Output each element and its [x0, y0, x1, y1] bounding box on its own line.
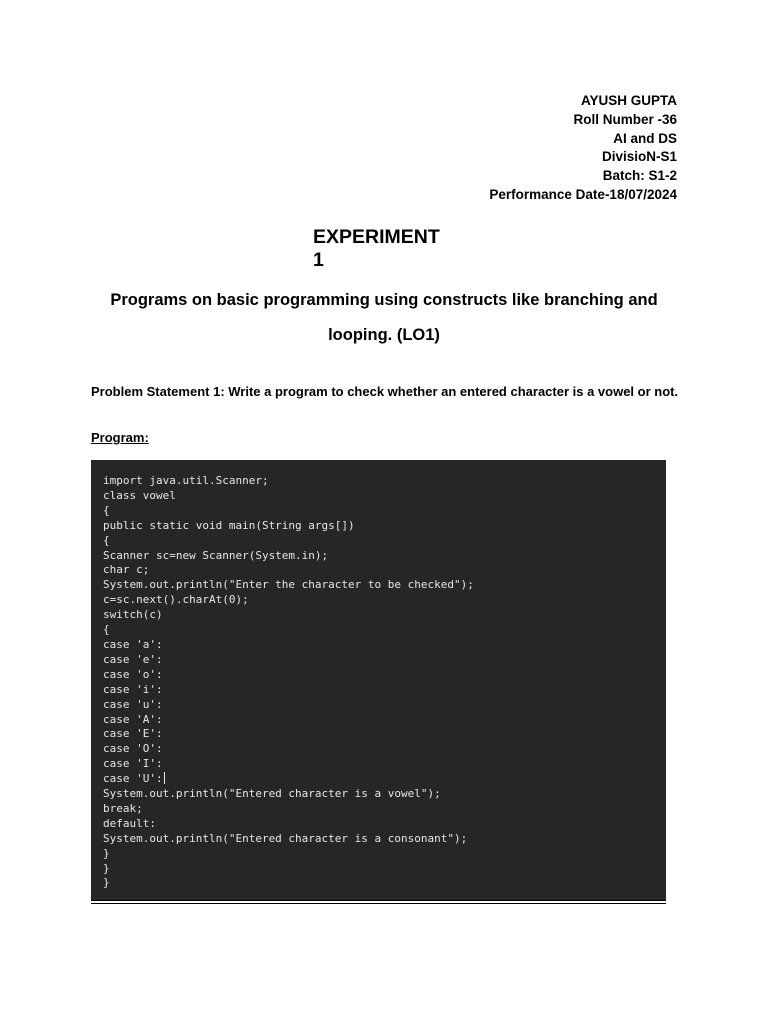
bottom-rule-1: [91, 900, 666, 901]
code-line: {: [103, 623, 110, 637]
department: AI and DS: [613, 130, 677, 146]
problem-statement: Problem Statement 1: Write a program to check whether an entered character is a vowel or not.: [91, 384, 679, 399]
experiment-subtitle: Programs on basic programming using constructs like branching and looping. (LO1): [110, 291, 658, 344]
program-label: Program:: [91, 430, 149, 445]
student-name: AYUSH GUPTA: [580, 93, 677, 108]
code-line: case 'O':: [103, 742, 163, 756]
experiment-title: EXPERIMENT 1: [313, 226, 440, 271]
code-line: case 'U':: [103, 772, 163, 786]
division: DivisioN-S1: [601, 149, 677, 165]
code-line: case 'i':: [103, 682, 163, 696]
code-line: case 'E':: [103, 727, 163, 741]
code-line: case 'a':: [103, 637, 163, 651]
code-screenshot: [91, 460, 666, 900]
batch: Batch: S1-2: [602, 168, 677, 184]
code-line: }: [103, 861, 110, 875]
code-line: char c;: [103, 563, 150, 577]
code-line: class vowel: [103, 488, 176, 502]
code-line: {: [103, 533, 110, 547]
code-line: case 'A':: [103, 712, 163, 726]
code-line: public static void main(String args[]): [103, 518, 355, 532]
code-line: case 'I':: [103, 757, 163, 771]
code-line: Scanner sc=new Scanner(System.in);: [103, 548, 329, 562]
performance-date: Performance Date-18/07/2024: [489, 186, 677, 202]
code-line: default:: [103, 816, 156, 830]
code-line: System.out.println("Entered character is a consonant");: [103, 831, 468, 845]
code-line: case 'o':: [103, 667, 163, 681]
bottom-rule-2: [91, 903, 666, 904]
roll-number: Roll Number -36: [573, 111, 677, 127]
text-cursor: [164, 772, 165, 784]
code-line: break;: [103, 801, 143, 815]
code-line: case 'e':: [103, 652, 163, 666]
code-line: import java.util.Scanner;: [103, 474, 269, 487]
code-line: System.out.println("Entered character is a vowel");: [103, 787, 441, 801]
code-line: switch(c): [103, 608, 163, 622]
code-line: {: [103, 503, 110, 517]
code-line: }: [103, 846, 110, 860]
code-line: System.out.println("Enter the character to be checked");: [103, 578, 474, 592]
code-listing: [103, 474, 666, 891]
student-info: [489, 92, 677, 205]
code-line: }: [103, 876, 110, 890]
code-line: case 'u':: [103, 697, 163, 711]
code-line: c=sc.next().charAt(0);: [103, 593, 249, 607]
